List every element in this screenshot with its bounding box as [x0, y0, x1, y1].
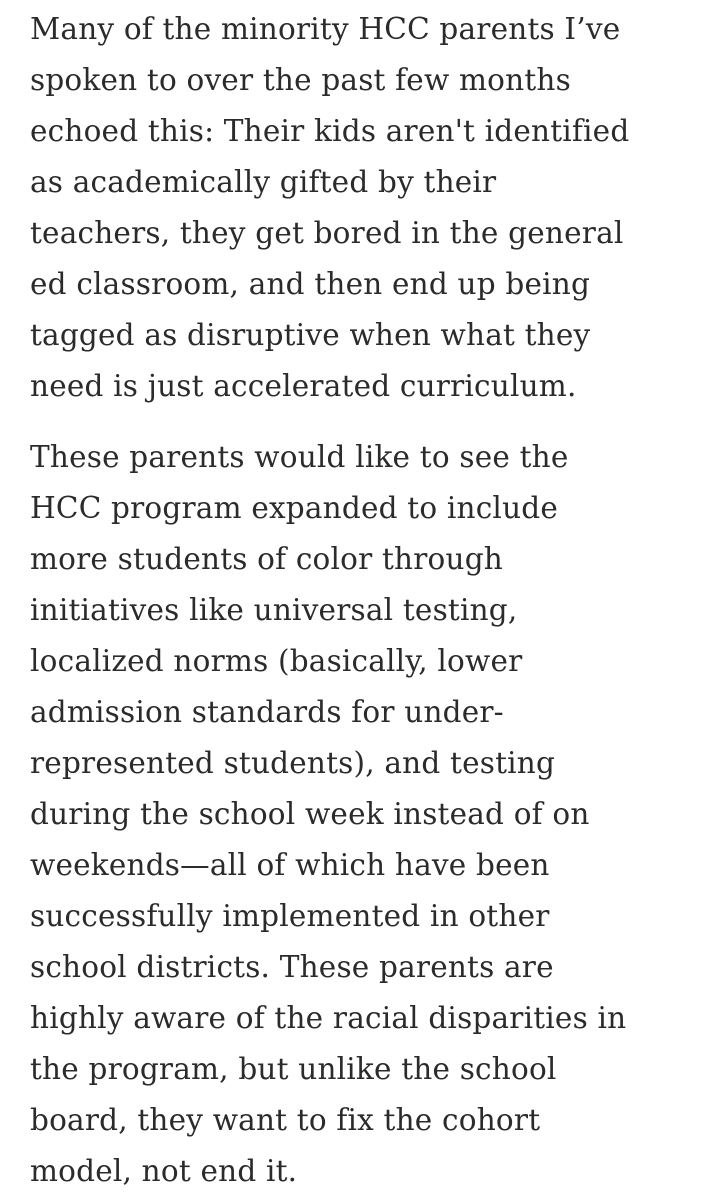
text-line: more students of color through — [30, 542, 503, 576]
text-line: as academically gifted by their — [30, 165, 497, 199]
text-line: Many of the minority HCC parents I’ve — [30, 12, 621, 46]
text-line: ed classroom, and then end up being — [30, 267, 591, 301]
text-line: need is just accelerated curriculum. — [30, 369, 577, 403]
text-line: highly aware of the racial disparities in — [30, 1001, 627, 1035]
text-line: localized norms (basically, lower — [30, 644, 523, 678]
text-line: weekends—all of which have been — [30, 848, 550, 882]
text-line: board, they want to fix the cohort — [30, 1103, 541, 1137]
text-line: during the school week instead of on — [30, 797, 590, 831]
text-line: tagged as disruptive when what they — [30, 318, 591, 352]
text-line: the program, but unlike the school — [30, 1052, 557, 1086]
text-line: successfully implemented in other — [30, 899, 550, 933]
text-line: school districts. These parents are — [30, 950, 554, 984]
article-body — [30, 4, 706, 1197]
text-line: initiatives like universal testing, — [30, 593, 518, 627]
text-line: HCC program expanded to include — [30, 491, 559, 525]
paragraph-1 — [30, 4, 706, 412]
text-line: admission standards for under- — [30, 695, 504, 729]
text-line: spoken to over the past few months — [30, 63, 571, 97]
text-line: These parents would like to see the — [30, 440, 569, 474]
text-line: model, not end it. — [30, 1154, 298, 1188]
paragraph-2 — [30, 432, 706, 1197]
text-line: echoed this: Their kids aren't identified — [30, 114, 630, 148]
text-line: teachers, they get bored in the general — [30, 216, 624, 250]
text-line: represented students), and testing — [30, 746, 556, 780]
